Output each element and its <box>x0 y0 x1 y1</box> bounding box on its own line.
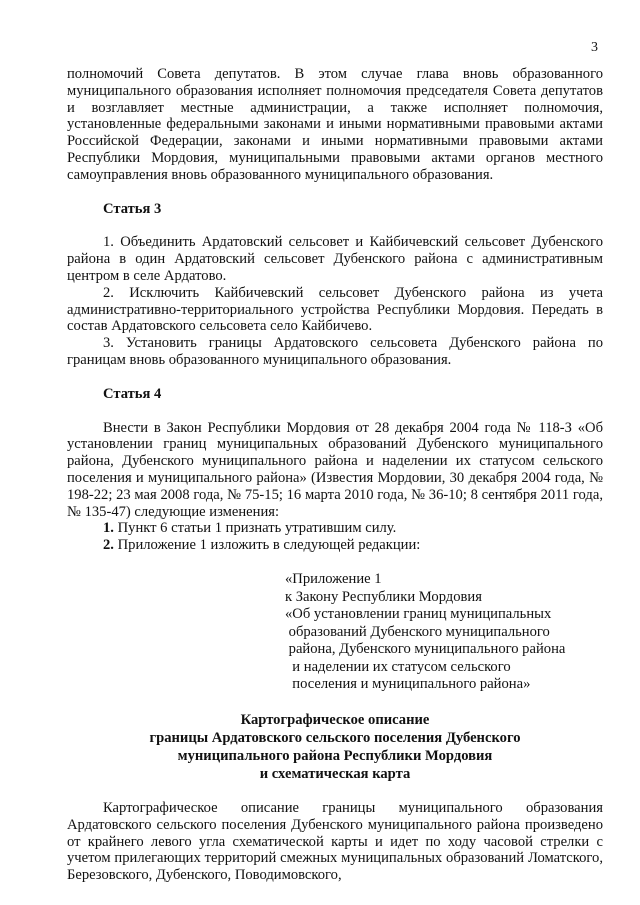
appendix-line: «Об установлении границ муниципальных <box>285 606 552 623</box>
article-4-item-1 <box>67 520 603 537</box>
section-title-line: муниципального района Республики Мордовия <box>177 748 493 765</box>
appendix-reference-block <box>285 571 615 694</box>
section-title-line: Картографическое описание <box>240 712 430 729</box>
article-4-item-2-text: Приложение 1 изложить в следующей редакции: <box>113 537 421 554</box>
article-3-heading: Статья 3 <box>103 200 162 217</box>
page-number: 3 <box>591 40 598 55</box>
appendix-line: и наделении их статусом сельского <box>285 658 511 675</box>
section-title-line: границы Ардатовского сельского поселения Дубенского <box>149 730 521 747</box>
section-title-line: и схематическая карта <box>259 766 411 783</box>
article-4-intro: Внести в Закон Республики Мордовия от 28 декабря 2004 года № 118-З «Об установлении границ муниципальных образований Дубенского муниципального района, Дубенского муниципального района и наделении их статусом сельского поселения и муниципального района» (Известия Мордовии, 30 декабря 2004 года, № 198-22; 23 мая 2008 года, № 75-15; 16 марта 2010 года, № 36-10; 8 сентября 2011 года, № 135-47) следующие изменения: <box>67 419 603 520</box>
article-4-item-2-number: 2. <box>103 537 114 554</box>
article-3-item-3: 3. Установить границы Ардатовского сельсовета Дубенского района по границам вновь образованного муниципального образования. <box>67 335 603 368</box>
appendix-line: поселения и муниципального района» <box>285 676 531 693</box>
appendix-line: образований Дубенского муниципального <box>285 623 550 640</box>
appendix-line: района, Дубенского муниципального района <box>285 641 566 658</box>
appendix-line: «Приложение 1 <box>285 570 382 587</box>
article-4-heading: Статья 4 <box>103 385 162 402</box>
document-body <box>67 66 603 884</box>
article-4-item-1-text: Пункт 6 статьи 1 признать утратившим силу. <box>113 520 397 537</box>
section-title <box>67 711 603 783</box>
article-3-item-1: 1. Объединить Ардатовский сельсовет и Кайбичевский сельсовет Дубенского района в один Ардатовский сельсовет Дубенского района с административным центром в селе Ардатово. <box>67 234 603 284</box>
boundary-description-paragraph: Картографическое описание границы муниципального образования Ардатовского сельского поселения Дубенского муниципального района произведено от крайнего левого угла схематической карты и идет по ходу часовой стрелки с учетом прилегающих территорий смежных муниципальных образований Ломатского, Березовского, Дубенского, Поводимовского, <box>67 800 603 884</box>
article-4-item-2 <box>67 537 603 554</box>
article-3-item-2: 2. Исключить Кайбичевский сельсовет Дубенского района из учета административно-территориального устройства Республики Мордовия. Передать в состав Ардатовского сельсовета село Кайбичево. <box>67 284 603 335</box>
appendix-line: к Закону Республики Мордовия <box>285 588 482 605</box>
continuation-paragraph: полномочий Совета депутатов. В этом случае глава вновь образованного муниципального образования исполняет полномочия председателя Совета депутатов и возглавляет местные администрации, а также исполняет полномочия, установленные федеральными законами и иными нормативными правовыми актами Российской Федерации, законами и иными нормативными правовыми актами Республики Мордовия, муниципальными правовыми актами органов местного самоуправления вновь образованного муниципального образования. <box>67 66 603 183</box>
article-4-item-1-number: 1. <box>103 520 114 537</box>
